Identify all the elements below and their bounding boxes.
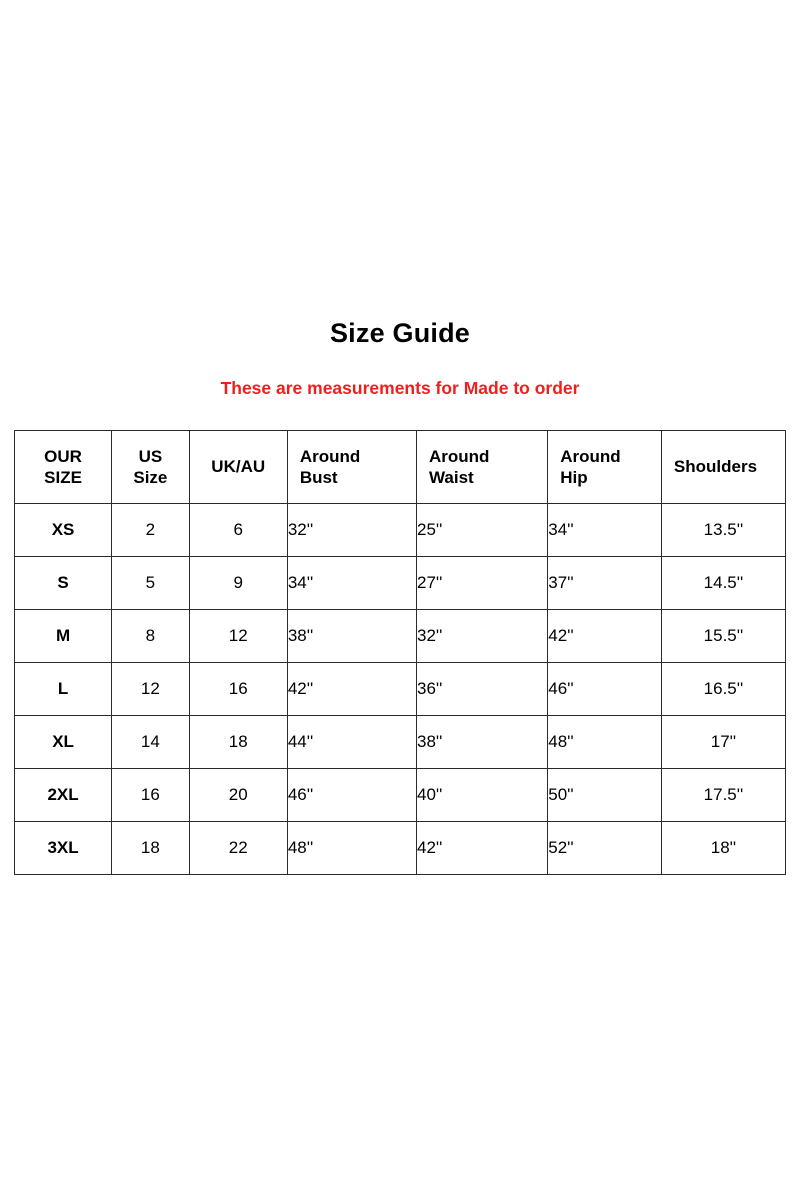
cell-waist: 25'' [417,504,548,557]
table-row [15,557,786,610]
column-header-line1: UK/AU [211,457,266,477]
cell-hip: 37'' [548,557,662,610]
cell-ukau: 12 [189,610,287,663]
table-row [15,716,786,769]
column-header-line1: Shoulders [673,457,758,477]
column-header-line1: US [138,446,163,466]
cell-shoulders: 14.5'' [661,557,785,610]
cell-ukau: 16 [189,663,287,716]
column-header-line1: OUR [44,446,82,466]
cell-hip: 48'' [548,716,662,769]
table-row [15,769,786,822]
cell-bust: 38'' [287,610,416,663]
column-header-around-bust [287,431,416,504]
page-title: Size Guide [329,318,471,348]
cell-waist: 36'' [417,663,548,716]
cell-size: XS [15,504,112,557]
cell-us: 8 [112,610,190,663]
column-header-us-size [112,431,190,504]
table-row [15,504,786,557]
cell-waist: 40'' [417,769,548,822]
cell-hip: 34'' [548,504,662,557]
column-header-line2: SIZE [44,468,82,487]
cell-us: 14 [112,716,190,769]
cell-us: 2 [112,504,190,557]
table-row [15,610,786,663]
cell-shoulders: 17.5'' [661,769,785,822]
cell-ukau: 9 [189,557,287,610]
column-header-line1: Around [429,446,490,466]
cell-us: 5 [112,557,190,610]
column-header-line1: Around [560,446,621,466]
cell-size: XL [15,716,112,769]
cell-us: 12 [112,663,190,716]
column-header-line2: Bust [299,468,338,487]
cell-waist: 42'' [417,822,548,875]
cell-ukau: 22 [189,822,287,875]
cell-hip: 42'' [548,610,662,663]
cell-us: 16 [112,769,190,822]
table-header-row [15,431,786,504]
cell-size: 2XL [15,769,112,822]
column-header-line1: Around [299,446,361,466]
cell-bust: 46'' [287,769,416,822]
cell-waist: 27'' [417,557,548,610]
cell-size: S [15,557,112,610]
cell-waist: 32'' [417,610,548,663]
cell-size: L [15,663,112,716]
cell-ukau: 20 [189,769,287,822]
cell-ukau: 18 [189,716,287,769]
cell-shoulders: 13.5'' [661,504,785,557]
column-header-line2: Waist [429,468,474,487]
cell-hip: 46'' [548,663,662,716]
cell-shoulders: 18'' [661,822,785,875]
cell-us: 18 [112,822,190,875]
table-row [15,663,786,716]
cell-shoulders: 17'' [661,716,785,769]
column-header-line2: Hip [560,468,588,487]
cell-size: 3XL [15,822,112,875]
size-chart-table [14,430,786,875]
cell-shoulders: 15.5'' [661,610,785,663]
table-header [15,431,786,504]
page-subtitle: These are measurements for Made to order [220,378,580,398]
cell-bust: 42'' [287,663,416,716]
cell-hip: 52'' [548,822,662,875]
column-header-around-hip [548,431,662,504]
cell-bust: 44'' [287,716,416,769]
cell-ukau: 6 [189,504,287,557]
cell-bust: 32'' [287,504,416,557]
cell-bust: 48'' [287,822,416,875]
cell-size: M [15,610,112,663]
cell-hip: 50'' [548,769,662,822]
cell-shoulders: 16.5'' [661,663,785,716]
table-row [15,822,786,875]
cell-bust: 34'' [287,557,416,610]
table-body [15,504,786,875]
column-header-our-size [15,431,112,504]
column-header-around-waist [417,431,548,504]
column-header-shoulders [661,431,785,504]
cell-waist: 38'' [417,716,548,769]
column-header-line2: Size [133,468,168,487]
column-header-uk-au [189,431,287,504]
